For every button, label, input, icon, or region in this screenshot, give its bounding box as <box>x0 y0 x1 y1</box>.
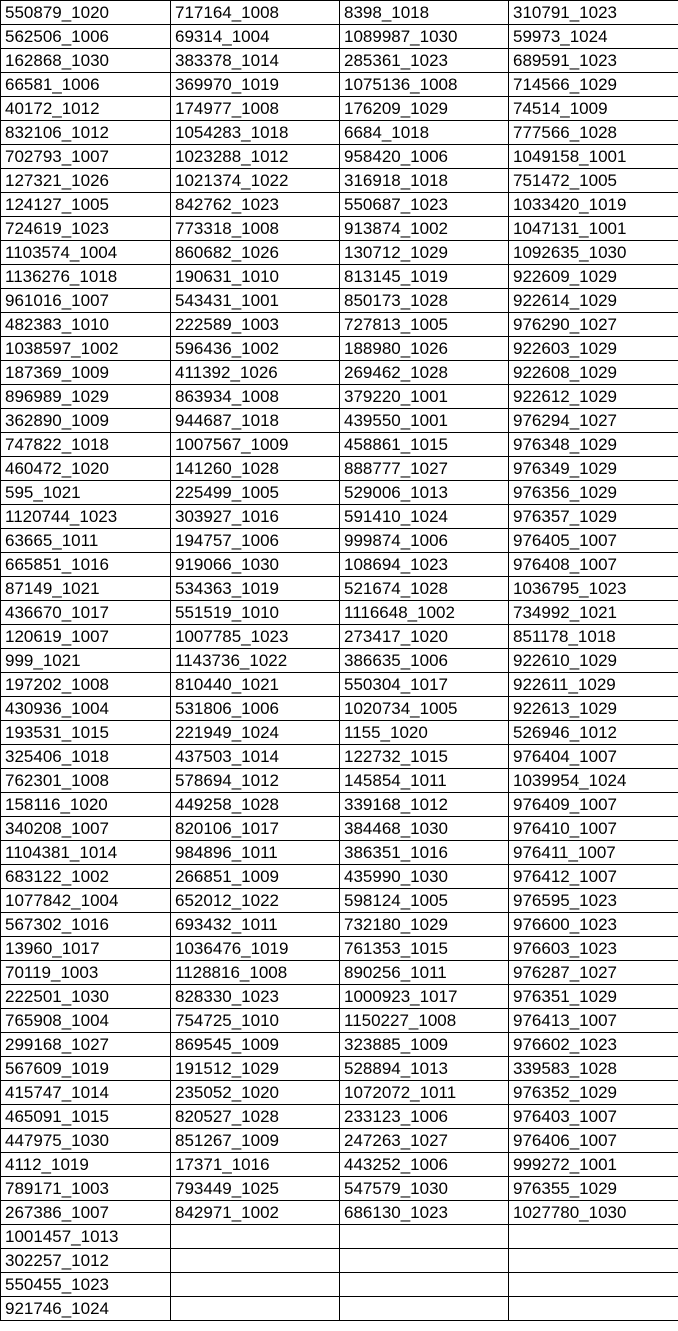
table-cell[interactable]: 1047131_1001 <box>509 217 678 241</box>
table-row <box>1 1201 678 1225</box>
table-cell[interactable]: 976603_1023 <box>509 937 678 961</box>
table-cell[interactable]: 813145_1019 <box>340 265 509 289</box>
table-cell[interactable]: 761353_1015 <box>340 937 509 961</box>
table-row <box>1 361 678 385</box>
table-cell[interactable]: 1036476_1019 <box>171 937 340 961</box>
table-cell[interactable]: 773318_1008 <box>171 217 340 241</box>
table-row <box>1 121 678 145</box>
table-cell[interactable]: 1001457_1013 <box>1 1225 171 1249</box>
table-cell[interactable]: 976409_1007 <box>509 793 678 817</box>
table-row <box>1 1153 678 1177</box>
table-cell[interactable]: 379220_1001 <box>340 385 509 409</box>
table-row <box>1 889 678 913</box>
table-cell[interactable]: 1092635_1030 <box>509 241 678 265</box>
table-cell[interactable]: 1120744_1023 <box>1 505 171 529</box>
table-row <box>1 1225 678 1249</box>
grid-body <box>1 1 678 1321</box>
table-cell[interactable]: 235052_1020 <box>171 1081 340 1105</box>
table-cell[interactable] <box>171 1249 340 1273</box>
table-cell[interactable]: 269462_1028 <box>340 361 509 385</box>
table-cell[interactable]: 976294_1027 <box>509 409 678 433</box>
table-cell[interactable]: 777566_1028 <box>509 121 678 145</box>
table-cell[interactable]: 961016_1007 <box>1 289 171 313</box>
table-cell[interactable]: 567302_1016 <box>1 913 171 937</box>
table-cell[interactable]: 460472_1020 <box>1 457 171 481</box>
table-cell[interactable]: 66581_1006 <box>1 73 171 97</box>
table-row <box>1 1177 678 1201</box>
table-cell[interactable]: 176209_1029 <box>340 97 509 121</box>
table-cell[interactable]: 976403_1007 <box>509 1105 678 1129</box>
table-cell[interactable]: 69314_1004 <box>171 25 340 49</box>
table-cell[interactable]: 850173_1028 <box>340 289 509 313</box>
table-cell[interactable]: 1136276_1018 <box>1 265 171 289</box>
table-cell[interactable]: 145854_1011 <box>340 769 509 793</box>
table-cell[interactable]: 596436_1002 <box>171 337 340 361</box>
table-cell[interactable]: 976357_1029 <box>509 505 678 529</box>
table-cell[interactable]: 727813_1005 <box>340 313 509 337</box>
table-cell[interactable]: 1089987_1030 <box>340 25 509 49</box>
table-cell[interactable] <box>340 1249 509 1273</box>
table-cell[interactable]: 74514_1009 <box>509 97 678 121</box>
table-cell[interactable]: 999272_1001 <box>509 1153 678 1177</box>
table-cell[interactable]: 550687_1023 <box>340 193 509 217</box>
table-cell[interactable]: 551519_1010 <box>171 601 340 625</box>
table-row <box>1 169 678 193</box>
table-cell[interactable]: 976410_1007 <box>509 817 678 841</box>
table-cell[interactable]: 325406_1018 <box>1 745 171 769</box>
table-cell[interactable]: 724619_1023 <box>1 217 171 241</box>
table-cell[interactable]: 415747_1014 <box>1 1081 171 1105</box>
table-row <box>1 601 678 625</box>
table-cell[interactable]: 976406_1007 <box>509 1129 678 1153</box>
table-cell[interactable]: 598124_1005 <box>340 889 509 913</box>
table-cell[interactable]: 443252_1006 <box>340 1153 509 1177</box>
table-cell[interactable]: 1036795_1023 <box>509 577 678 601</box>
table-cell[interactable]: 1150227_1008 <box>340 1009 509 1033</box>
table-cell[interactable] <box>509 1273 678 1297</box>
table-cell[interactable]: 1104381_1014 <box>1 841 171 865</box>
table-cell[interactable]: 188980_1026 <box>340 337 509 361</box>
table-cell[interactable]: 323885_1009 <box>340 1033 509 1057</box>
table-row <box>1 841 678 865</box>
table-cell[interactable]: 362890_1009 <box>1 409 171 433</box>
table-cell[interactable]: 447975_1030 <box>1 1129 171 1153</box>
table-row <box>1 1129 678 1153</box>
table-cell[interactable]: 141260_1028 <box>171 457 340 481</box>
table-row <box>1 1249 678 1273</box>
table-cell[interactable]: 976411_1007 <box>509 841 678 865</box>
table-cell[interactable]: 13960_1017 <box>1 937 171 961</box>
table-row <box>1 481 678 505</box>
table-cell[interactable]: 266851_1009 <box>171 865 340 889</box>
table-cell[interactable]: 543431_1001 <box>171 289 340 313</box>
table-row <box>1 673 678 697</box>
table-cell[interactable]: 1072072_1011 <box>340 1081 509 1105</box>
table-cell[interactable]: 439550_1001 <box>340 409 509 433</box>
table-cell[interactable]: 913874_1002 <box>340 217 509 241</box>
table-cell[interactable]: 922603_1029 <box>509 337 678 361</box>
table-cell[interactable]: 976405_1007 <box>509 529 678 553</box>
table-row <box>1 289 678 313</box>
table-cell[interactable]: 465091_1015 <box>1 1105 171 1129</box>
table-cell[interactable]: 108694_1023 <box>340 553 509 577</box>
table-row <box>1 433 678 457</box>
table-cell[interactable]: 1077842_1004 <box>1 889 171 913</box>
table-cell[interactable]: 984896_1011 <box>171 841 340 865</box>
table-cell[interactable]: 162868_1030 <box>1 49 171 73</box>
table-cell[interactable]: 124127_1005 <box>1 193 171 217</box>
table-row <box>1 769 678 793</box>
table-cell[interactable]: 976352_1029 <box>509 1081 678 1105</box>
table-cell[interactable]: 449258_1028 <box>171 793 340 817</box>
table-cell[interactable]: 922610_1029 <box>509 649 678 673</box>
table-cell[interactable]: 860682_1026 <box>171 241 340 265</box>
table-cell[interactable]: 302257_1012 <box>1 1249 171 1273</box>
table-cell[interactable]: 888777_1027 <box>340 457 509 481</box>
table-cell[interactable]: 482383_1010 <box>1 313 171 337</box>
table-cell[interactable]: 717164_1008 <box>171 1 340 25</box>
table-row <box>1 1057 678 1081</box>
table-cell[interactable]: 976408_1007 <box>509 553 678 577</box>
table-cell[interactable]: 528894_1013 <box>340 1057 509 1081</box>
table-cell[interactable]: 944687_1018 <box>171 409 340 433</box>
table-cell[interactable]: 70119_1003 <box>1 961 171 985</box>
table-row <box>1 625 678 649</box>
table-cell[interactable]: 921746_1024 <box>1 1297 171 1321</box>
table-cell[interactable]: 187369_1009 <box>1 361 171 385</box>
table-row <box>1 937 678 961</box>
table-cell[interactable]: 976412_1007 <box>509 865 678 889</box>
table-cell[interactable]: 1128816_1008 <box>171 961 340 985</box>
table-cell[interactable]: 127321_1026 <box>1 169 171 193</box>
table-cell[interactable]: 285361_1023 <box>340 49 509 73</box>
table-cell[interactable]: 851267_1009 <box>171 1129 340 1153</box>
table-row <box>1 793 678 817</box>
table-cell[interactable]: 87149_1021 <box>1 577 171 601</box>
table-cell[interactable]: 976595_1023 <box>509 889 678 913</box>
table-cell[interactable]: 734992_1021 <box>509 601 678 625</box>
table-cell[interactable]: 386635_1006 <box>340 649 509 673</box>
table-cell[interactable]: 59973_1024 <box>509 25 678 49</box>
table-cell[interactable]: 922613_1029 <box>509 697 678 721</box>
table-row <box>1 73 678 97</box>
table-cell[interactable]: 194757_1006 <box>171 529 340 553</box>
table-cell[interactable]: 820106_1017 <box>171 817 340 841</box>
table-cell[interactable]: 411392_1026 <box>171 361 340 385</box>
table-row <box>1 1033 678 1057</box>
table-row <box>1 457 678 481</box>
table-row <box>1 1105 678 1129</box>
table-cell[interactable]: 316918_1018 <box>340 169 509 193</box>
table-cell[interactable]: 732180_1029 <box>340 913 509 937</box>
table-cell[interactable]: 1103574_1004 <box>1 241 171 265</box>
table-cell[interactable]: 4112_1019 <box>1 1153 171 1177</box>
table-cell[interactable]: 810440_1021 <box>171 673 340 697</box>
table-cell[interactable]: 842762_1023 <box>171 193 340 217</box>
table-cell[interactable]: 851178_1018 <box>509 625 678 649</box>
table-cell[interactable]: 789171_1003 <box>1 1177 171 1201</box>
table-cell[interactable]: 521674_1028 <box>340 577 509 601</box>
table-row <box>1 649 678 673</box>
table-cell[interactable]: 130712_1029 <box>340 241 509 265</box>
table-cell[interactable]: 578694_1012 <box>171 769 340 793</box>
table-cell[interactable]: 174977_1008 <box>171 97 340 121</box>
table-cell[interactable]: 747822_1018 <box>1 433 171 457</box>
table-cell[interactable]: 591410_1024 <box>340 505 509 529</box>
table-cell[interactable]: 458861_1015 <box>340 433 509 457</box>
table-cell[interactable]: 896989_1029 <box>1 385 171 409</box>
table-row <box>1 313 678 337</box>
table-cell[interactable]: 665851_1016 <box>1 553 171 577</box>
table-cell[interactable]: 310791_1023 <box>509 1 678 25</box>
table-cell[interactable]: 383378_1014 <box>171 49 340 73</box>
table-cell[interactable] <box>171 1297 340 1321</box>
table-cell[interactable]: 652012_1022 <box>171 889 340 913</box>
table-row <box>1 193 678 217</box>
table-cell[interactable]: 828330_1023 <box>171 985 340 1009</box>
table-cell[interactable]: 922612_1029 <box>509 385 678 409</box>
table-cell[interactable]: 531806_1006 <box>171 697 340 721</box>
table-cell[interactable]: 550455_1023 <box>1 1273 171 1297</box>
table-row <box>1 97 678 121</box>
table-row <box>1 241 678 265</box>
table-cell[interactable]: 299168_1027 <box>1 1033 171 1057</box>
table-row <box>1 865 678 889</box>
table-row <box>1 745 678 769</box>
table-cell[interactable]: 754725_1010 <box>171 1009 340 1033</box>
table-cell[interactable]: 190631_1010 <box>171 265 340 289</box>
table-cell[interactable]: 384468_1030 <box>340 817 509 841</box>
table-cell[interactable]: 6684_1018 <box>340 121 509 145</box>
table-cell[interactable]: 976355_1029 <box>509 1177 678 1201</box>
table-cell[interactable]: 1007567_1009 <box>171 433 340 457</box>
table-cell[interactable]: 1049158_1001 <box>509 145 678 169</box>
table-cell[interactable]: 689591_1023 <box>509 49 678 73</box>
table-cell[interactable]: 526946_1012 <box>509 721 678 745</box>
table-cell[interactable]: 534363_1019 <box>171 577 340 601</box>
table-cell[interactable]: 369970_1019 <box>171 73 340 97</box>
table-row <box>1 337 678 361</box>
table-cell[interactable]: 191512_1029 <box>171 1057 340 1081</box>
table-row <box>1 49 678 73</box>
table-cell[interactable]: 976348_1029 <box>509 433 678 457</box>
table-cell[interactable]: 702793_1007 <box>1 145 171 169</box>
table-row <box>1 529 678 553</box>
table-cell[interactable]: 922614_1029 <box>509 289 678 313</box>
table-cell[interactable]: 273417_1020 <box>340 625 509 649</box>
table-cell[interactable]: 1039954_1024 <box>509 769 678 793</box>
table-row <box>1 1297 678 1321</box>
table-cell[interactable]: 1116648_1002 <box>340 601 509 625</box>
table-cell[interactable]: 529006_1013 <box>340 481 509 505</box>
table-cell[interactable]: 40172_1012 <box>1 97 171 121</box>
table-row <box>1 217 678 241</box>
table-cell[interactable]: 386351_1016 <box>340 841 509 865</box>
table-cell[interactable]: 120619_1007 <box>1 625 171 649</box>
table-row <box>1 961 678 985</box>
table-cell[interactable]: 976351_1029 <box>509 985 678 1009</box>
table-cell[interactable]: 1075136_1008 <box>340 73 509 97</box>
table-row <box>1 265 678 289</box>
table-cell[interactable]: 820527_1028 <box>171 1105 340 1129</box>
table-cell[interactable]: 976600_1023 <box>509 913 678 937</box>
table-cell[interactable]: 339168_1012 <box>340 793 509 817</box>
table-cell[interactable]: 1027780_1030 <box>509 1201 678 1225</box>
table-row <box>1 1 678 25</box>
table-cell[interactable]: 1023288_1012 <box>171 145 340 169</box>
table-cell[interactable]: 595_1021 <box>1 481 171 505</box>
table-cell[interactable]: 430936_1004 <box>1 697 171 721</box>
table-cell[interactable]: 919066_1030 <box>171 553 340 577</box>
table-row <box>1 1081 678 1105</box>
table-cell[interactable]: 8398_1018 <box>340 1 509 25</box>
table-cell[interactable]: 435990_1030 <box>340 865 509 889</box>
table-row <box>1 145 678 169</box>
table-cell[interactable]: 567609_1019 <box>1 1057 171 1081</box>
table-cell[interactable]: 1155_1020 <box>340 721 509 745</box>
table-row <box>1 385 678 409</box>
table-cell[interactable]: 222589_1003 <box>171 313 340 337</box>
table-cell[interactable]: 958420_1006 <box>340 145 509 169</box>
table-cell[interactable]: 233123_1006 <box>340 1105 509 1129</box>
table-cell[interactable]: 1038597_1002 <box>1 337 171 361</box>
table-cell[interactable]: 890256_1011 <box>340 961 509 985</box>
table-cell[interactable]: 751472_1005 <box>509 169 678 193</box>
table-cell[interactable]: 193531_1015 <box>1 721 171 745</box>
table-cell[interactable]: 765908_1004 <box>1 1009 171 1033</box>
table-cell[interactable]: 547579_1030 <box>340 1177 509 1201</box>
table-cell[interactable]: 550879_1020 <box>1 1 171 25</box>
table-row <box>1 913 678 937</box>
table-row <box>1 1009 678 1033</box>
table-cell[interactable]: 1143736_1022 <box>171 649 340 673</box>
table-cell[interactable]: 793449_1025 <box>171 1177 340 1201</box>
table-cell[interactable]: 221949_1024 <box>171 721 340 745</box>
table-cell[interactable]: 197202_1008 <box>1 673 171 697</box>
table-row <box>1 25 678 49</box>
table-row <box>1 1273 678 1297</box>
table-cell[interactable]: 976290_1027 <box>509 313 678 337</box>
table-cell[interactable]: 976413_1007 <box>509 1009 678 1033</box>
table-row <box>1 817 678 841</box>
table-cell[interactable]: 922609_1029 <box>509 265 678 289</box>
table-row <box>1 985 678 1009</box>
table-cell[interactable] <box>340 1225 509 1249</box>
table-cell[interactable]: 976404_1007 <box>509 745 678 769</box>
table-row <box>1 409 678 433</box>
table-cell[interactable]: 222501_1030 <box>1 985 171 1009</box>
table-row <box>1 721 678 745</box>
table-cell[interactable]: 225499_1005 <box>171 481 340 505</box>
table-row <box>1 553 678 577</box>
table-cell[interactable]: 999_1021 <box>1 649 171 673</box>
table-cell[interactable]: 247263_1027 <box>340 1129 509 1153</box>
table-cell[interactable]: 339583_1028 <box>509 1057 678 1081</box>
table-cell[interactable] <box>171 1225 340 1249</box>
table-cell[interactable]: 437503_1014 <box>171 745 340 769</box>
table-cell[interactable]: 869545_1009 <box>171 1033 340 1057</box>
table-cell[interactable]: 267386_1007 <box>1 1201 171 1225</box>
table-cell[interactable]: 762301_1008 <box>1 769 171 793</box>
table-cell[interactable]: 1054283_1018 <box>171 121 340 145</box>
table-cell[interactable]: 693432_1011 <box>171 913 340 937</box>
table-row <box>1 505 678 529</box>
table-cell[interactable] <box>509 1297 678 1321</box>
table-cell[interactable]: 842971_1002 <box>171 1201 340 1225</box>
table-cell[interactable]: 436670_1017 <box>1 601 171 625</box>
table-cell[interactable]: 683122_1002 <box>1 865 171 889</box>
table-cell[interactable] <box>171 1273 340 1297</box>
table-cell[interactable] <box>509 1249 678 1273</box>
table-cell[interactable]: 976349_1029 <box>509 457 678 481</box>
table-cell[interactable]: 922608_1029 <box>509 361 678 385</box>
table-cell[interactable]: 340208_1007 <box>1 817 171 841</box>
table-cell[interactable]: 1021374_1022 <box>171 169 340 193</box>
table-cell[interactable]: 922611_1029 <box>509 673 678 697</box>
table-cell[interactable]: 976287_1027 <box>509 961 678 985</box>
table-cell[interactable]: 863934_1008 <box>171 385 340 409</box>
table-cell[interactable]: 714566_1029 <box>509 73 678 97</box>
table-cell[interactable]: 976602_1023 <box>509 1033 678 1057</box>
table-cell[interactable] <box>340 1273 509 1297</box>
table-cell[interactable]: 1020734_1005 <box>340 697 509 721</box>
table-cell[interactable]: 1007785_1023 <box>171 625 340 649</box>
table-cell[interactable] <box>340 1297 509 1321</box>
table-cell[interactable]: 832106_1012 <box>1 121 171 145</box>
table-row <box>1 577 678 601</box>
table-cell[interactable]: 686130_1023 <box>340 1201 509 1225</box>
table-cell[interactable]: 17371_1016 <box>171 1153 340 1177</box>
table-row <box>1 697 678 721</box>
table-cell[interactable]: 562506_1006 <box>1 25 171 49</box>
table-cell[interactable]: 976356_1029 <box>509 481 678 505</box>
table-cell[interactable]: 550304_1017 <box>340 673 509 697</box>
table-cell[interactable]: 1000923_1017 <box>340 985 509 1009</box>
table-cell[interactable]: 303927_1016 <box>171 505 340 529</box>
table-cell[interactable]: 158116_1020 <box>1 793 171 817</box>
table-cell[interactable]: 122732_1015 <box>340 745 509 769</box>
table-cell[interactable]: 63665_1011 <box>1 529 171 553</box>
table-cell[interactable] <box>509 1225 678 1249</box>
table-cell[interactable]: 999874_1006 <box>340 529 509 553</box>
table-cell[interactable]: 1033420_1019 <box>509 193 678 217</box>
